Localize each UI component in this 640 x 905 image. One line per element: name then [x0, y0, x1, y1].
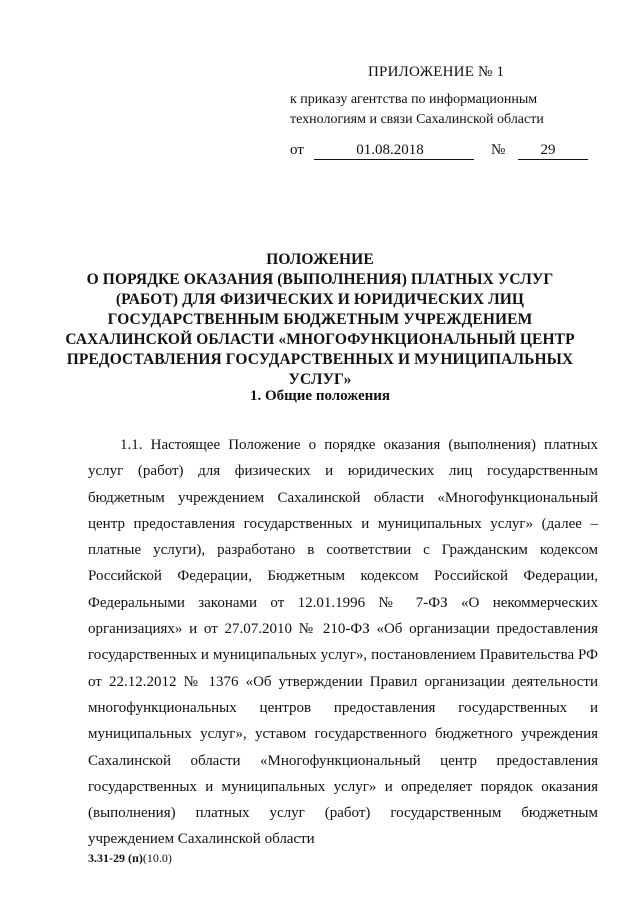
- title-line: О ПОРЯДКЕ ОКАЗАНИЯ (ВЫПОЛНЕНИЯ) ПЛАТНЫХ УСЛУГ: [86, 271, 554, 288]
- title-line: ПРЕДОСТАВЛЕНИЯ ГОСУДАРСТВЕННЫХ И МУНИЦИПАЛЬНЫХ: [66, 351, 574, 368]
- footer-form-code: [88, 851, 172, 866]
- order-date: 01.08.2018: [356, 142, 424, 158]
- order-reference: к приказу агентства по информационным технологиям и связи Сахалинской области: [290, 92, 544, 127]
- title-line: (РАБОТ) ДЛЯ ФИЗИЧЕСКИХ И ЮРИДИЧЕСКИХ ЛИЦ: [115, 291, 525, 308]
- order-number: 29: [540, 142, 556, 158]
- appendix-title: ПРИЛОЖЕНИЕ № 1: [368, 64, 505, 80]
- title-line: ПОЛОЖЕНИЕ: [266, 251, 374, 268]
- body-paragraph: 1.1. Настоящее Положение о порядке оказания (выполнения) платных услуг (работ) для физических и юридических лиц государственным бюджетным учреждением Сахалинской области «Многофункциональный центр предоставления государственных и муниципальных услуг» (далее – платные услуги), разработано в соответствии с Гражданским кодексом Российской Федерации, Бюджетным кодексом Российской Федерации, Федеральными законами от 12.01.1996 № 7-ФЗ «О некоммерческих организациях» и от 27.07.2010 № 210-ФЗ «Об организации предоставления государственных и муниципальных услуг», постановлением Правительства РФ от 22.12.2012 № 1376 «Об утверждении Правил организации деятельности многофункциональных центров предоставления государственных и муниципальных услуг», уставом государственного бюджетного учреждения Сахалинской области «Многофункциональный центр предоставления государственных и муниципальных услуг» и определяет порядок оказания (выполнения) платных услуг (работ) государственным бюджетным учреждением Сахалинской области: [88, 437, 598, 848]
- date-label: от: [290, 142, 304, 158]
- section-heading: 1. Общие положения: [249, 388, 391, 404]
- title-line: САХАЛИНСКОЙ ОБЛАСТИ «МНОГОФУНКЦИОНАЛЬНЫЙ ЦЕНТР: [65, 331, 575, 348]
- document-title: [60, 250, 580, 390]
- title-line: ГОСУДАРСТВЕННЫМ БЮДЖЕТНЫМ УЧРЕЖДЕНИЕМ: [107, 311, 533, 328]
- footer-code-bold: 3.31-29 (п): [88, 851, 143, 865]
- title-line: УСЛУГ»: [288, 371, 352, 388]
- order-date-row: [290, 142, 600, 164]
- number-underline: [518, 159, 588, 160]
- date-underline: [314, 159, 474, 160]
- number-label: №: [491, 142, 506, 158]
- footer-code-rest: (10.0): [142, 851, 172, 865]
